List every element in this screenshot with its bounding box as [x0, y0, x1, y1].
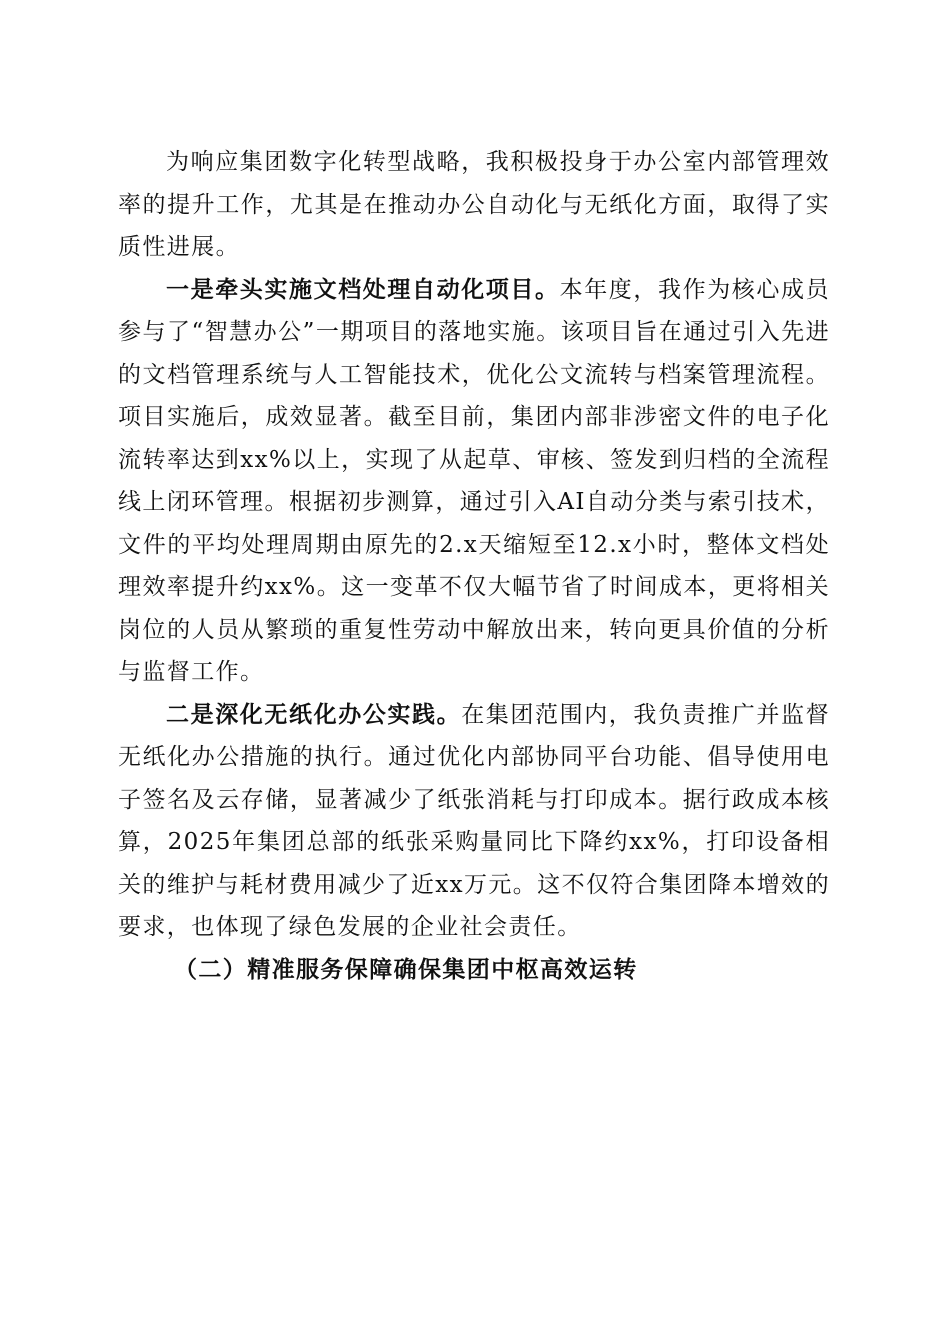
- section-heading: （二）精准服务保障确保集团中枢高效运转: [174, 955, 638, 983]
- paragraph-document-automation: [118, 269, 830, 694]
- paragraph-document-automation-text: 本年度，我作为核心成员参与了“智慧办公”一期项目的落地实施。该项目旨在通过引入先进的文档管理系统与人工智能技术，优化公文流转与档案管理流程。项目实施后，成效显著。截至目前，集团内部非涉密文件的电子化流转率达到xx%以上，实现了从起草、审核、签发到归档的全流程线上闭环管理。根据初步测算，通过引入AI自动分类与索引技术，文件的平均处理周期由原先的2.x天缩短至12.x小时，整体文档处理效率提升约xx%。这一变革不仅大幅节省了时间成本，更将相关岗位的人员从繁琐的重复性劳动中解放出来，转向更具价值的分析与监督工作。: [118, 276, 830, 685]
- paragraph-paperless-office: [118, 694, 830, 949]
- paragraph-paperless-office-lead: 二是深化无纸化办公实践。: [166, 700, 462, 728]
- paragraph-paperless-office-text: 在集团范围内，我负责推广并监督无纸化办公措施的执行。通过优化内部协同平台功能、倡导使用电子签名及云存储，显著减少了纸张消耗与打印成本。据行政成本核算，2025年集团总部的纸张采购量同比下降约xx%，打印设备相关的维护与耗材费用减少了近xx万元。这不仅符合集团降本增效的要求，也体现了绿色发展的企业社会责任。: [118, 701, 830, 940]
- paragraph-intro: [118, 141, 830, 269]
- paragraph-document-automation-lead: 一是牵头实施文档处理自动化项目。: [166, 275, 560, 303]
- document-page: [118, 141, 830, 991]
- paragraph-intro-text: 为响应集团数字化转型战略，我积极投身于办公室内部管理效率的提升工作，尤其是在推动办公自动化与无纸化方面，取得了实质性进展。: [118, 149, 830, 260]
